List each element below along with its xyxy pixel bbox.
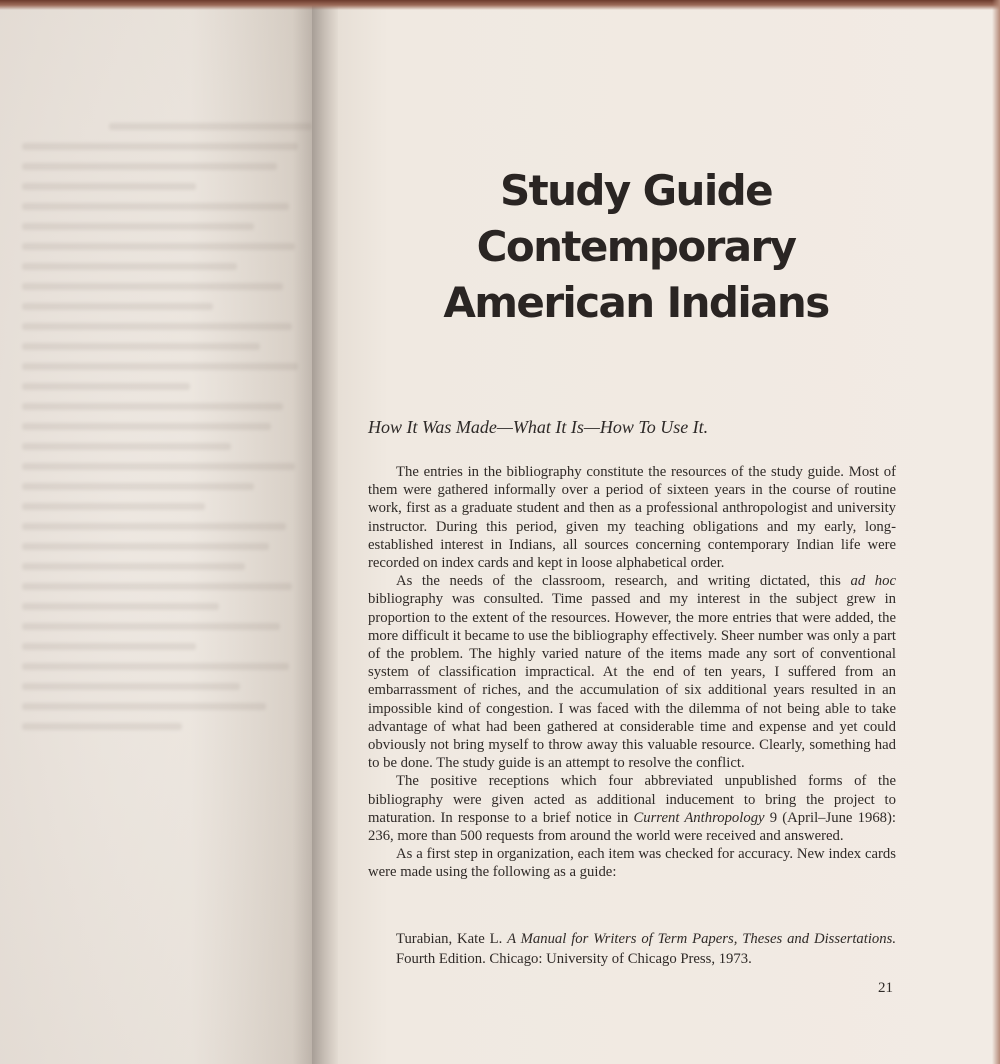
citation-details: Fourth Edition. Chicago: University of Chicago Press, 1973.	[396, 951, 752, 967]
citation-title: A Manual for Writers of Term Papers, Theses and Dissertations.	[507, 931, 896, 947]
paragraph-2	[368, 572, 896, 772]
body-text	[368, 463, 896, 882]
paragraph-2-text: As the needs of the classroom, research, and writing dictated, this	[396, 573, 851, 590]
left-page	[0, 0, 318, 1064]
title-line-2: Contemporary	[476, 222, 796, 271]
book-cover-edge-top	[0, 0, 1000, 10]
paragraph-1	[368, 463, 896, 572]
page-number: 21	[878, 980, 893, 996]
section-subtitle: How It Was Made—What It Is—How To Use It.	[368, 417, 709, 437]
paragraph-2-italic: ad hoc	[850, 573, 896, 590]
paragraph-3-italic: Current Anthropology	[633, 809, 765, 826]
book-cover-edge-right	[992, 0, 1000, 1064]
citation-author: Turabian, Kate L.	[396, 931, 508, 947]
page-title	[0, 163, 1000, 331]
title-line-3: American Indians	[443, 278, 829, 327]
paragraph-4	[368, 845, 896, 881]
paragraph-3	[368, 772, 896, 845]
paragraph-4-text: As a first step in organization, each item was checked for accuracy. New index cards were made using the following as a guide:	[368, 846, 896, 881]
reference-citation	[368, 929, 896, 969]
paragraph-3-text-end: 9 (April–June 1968): 236, more than 500 requests from around the world were received and answered.	[368, 809, 896, 845]
title-line-1: Study Guide	[499, 166, 772, 215]
book-gutter	[312, 0, 338, 1064]
paragraph-1-text: The entries in the bibliography constitute the resources of the study guide. Most of them were gathered informally over a period of sixteen years in the course of routine work, first as a graduate student and then as a professional anthropologist and university instructor. During this period, given my teaching obligations and my early, long-established interest in Indians, all sources concerning contemporary Indian life were recorded on index cards and kept in loose alphabetical order.	[368, 464, 896, 572]
paragraph-2-text-end: bibliography was consulted. Time passed and my interest in the subject grew in proportion to the extent of the resources. However, the more entries that were added, the more difficult it became to use the bibliography effectively. Sheer number was only a part of the problem. The highly varied nature of the items made any sort of conventional system of classification impractical. At the end of ten years, I suffered from an embarrassment of riches, and the accumulation of six additional years resulted in an impossible kind of congestion. I was faced with the dilemma of not being able to take advantage of what had been gathered at considerable time and expense and yet could obviously not bring myself to throw away this valuable resource. Clearly, something had to be done. The study guide is an attempt to resolve the conflict.	[368, 591, 896, 772]
paragraph-3-text: The positive receptions which four abbreviated unpublished forms of the bibliography were given acted as additional inducement to bring the project to maturation. In response to a brief notice in	[368, 773, 896, 826]
